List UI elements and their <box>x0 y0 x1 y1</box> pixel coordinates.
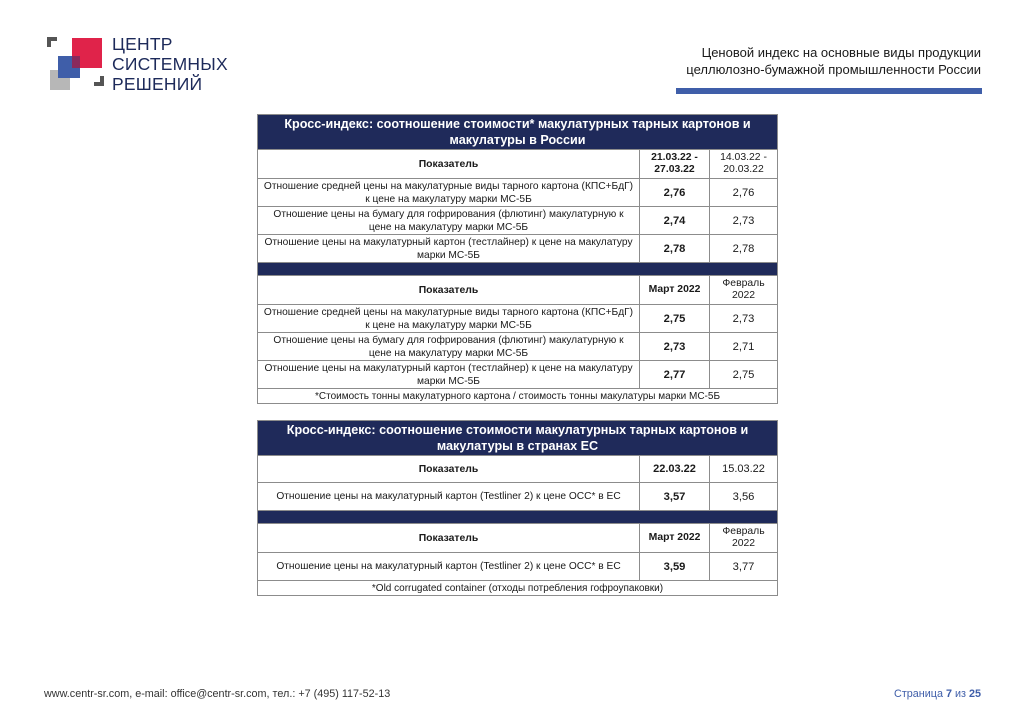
row-label: Отношение цены на бумагу для гофрирования (флютинг) макулатурную к цене на макулатуру марки МС-5Б <box>258 207 640 235</box>
row-current-value: 3,57 <box>640 483 710 511</box>
header-previous-week: 14.03.22 - 20.03.22 <box>710 150 778 179</box>
table-row <box>258 483 778 511</box>
header-previous-month: Февраль 2022 <box>710 524 778 553</box>
row-current-value: 2,75 <box>640 305 710 333</box>
table-russia-title: Кросс-индекс: соотношение стоимости* макулатурных тарных картонов и макулатуры в России <box>258 115 778 150</box>
header-current-week: 22.03.22 <box>640 456 710 483</box>
logo-line-3: РЕШЕНИЙ <box>112 74 203 94</box>
header-previous-month: Февраль 2022 <box>710 276 778 305</box>
row-previous-value: 2,78 <box>710 235 778 263</box>
header-current-month: Март 2022 <box>640 524 710 553</box>
row-current-value: 2,77 <box>640 361 710 389</box>
row-label: Отношение цены на макулатурный картон (Testliner 2) к цене OCC* в ЕС <box>258 483 640 511</box>
row-label: Отношение цены на макулатурный картон (тестлайнер) к цене на макулатуру марки МС-5Б <box>258 235 640 263</box>
page-of: из <box>952 688 969 700</box>
document-title-line-2: целлюлозно-бумажной промышленности России <box>686 62 981 77</box>
row-previous-value: 2,76 <box>710 179 778 207</box>
header-current-week: 21.03.22 - 27.03.22 <box>640 150 710 179</box>
page-indicator <box>894 688 981 700</box>
document-title <box>686 44 981 78</box>
row-previous-value: 2,73 <box>710 207 778 235</box>
table-russia-footnote: *Стоимость тонны макулатурного картона / стоимость тонны макулатуры марки МС-5Б <box>258 389 778 404</box>
row-current-value: 2,74 <box>640 207 710 235</box>
document-title-line-1: Ценовой индекс на основные виды продукции <box>701 45 981 60</box>
row-current-value: 2,76 <box>640 179 710 207</box>
header-current-month: Март 2022 <box>640 276 710 305</box>
section-separator <box>258 511 778 524</box>
title-underline-bar <box>676 88 982 94</box>
table-row <box>258 305 778 333</box>
row-label: Отношение средней цены на макулатурные виды тарного картона (КПС+БдГ) к цене на макулатуру марки МС-5Б <box>258 179 640 207</box>
row-label: Отношение средней цены на макулатурные виды тарного картона (КПС+БдГ) к цене на макулатуру марки МС-5Б <box>258 305 640 333</box>
logo-mark-icon <box>44 34 110 96</box>
table-row <box>258 207 778 235</box>
header-previous-week: 15.03.22 <box>710 456 778 483</box>
logo-line-1: ЦЕНТР <box>112 34 173 54</box>
row-current-value: 2,78 <box>640 235 710 263</box>
table-row <box>258 553 778 581</box>
page-prefix: Страница <box>894 688 946 700</box>
row-previous-value: 3,77 <box>710 553 778 581</box>
row-label: Отношение цены на макулатурный картон (Testliner 2) к цене OCC* в ЕС <box>258 553 640 581</box>
footer-contacts: www.centr-sr.com, e-mail: office@centr-sr.com, тел.: +7 (495) 117-52-13 <box>44 688 391 700</box>
company-logo <box>44 34 234 96</box>
row-current-value: 2,73 <box>640 333 710 361</box>
page-total: 25 <box>968 688 981 700</box>
header-indicator: Показатель <box>258 150 640 179</box>
row-label: Отношение цены на макулатурный картон (тестлайнер) к цене на макулатуру марки МС-5Б <box>258 361 640 389</box>
table-row <box>258 333 778 361</box>
cross-index-table-russia <box>257 114 778 404</box>
row-previous-value: 2,71 <box>710 333 778 361</box>
cross-index-table-eu <box>257 420 778 596</box>
section-separator <box>258 263 778 276</box>
row-previous-value: 2,75 <box>710 361 778 389</box>
table-eu-footnote: *Old corrugated container (отходы потребления гофроупаковки) <box>258 581 778 596</box>
header-indicator: Показатель <box>258 524 640 553</box>
row-label: Отношение цены на бумагу для гофрирования (флютинг) макулатурную к цене на макулатуру марки МС-5Б <box>258 333 640 361</box>
table-row <box>258 361 778 389</box>
header-indicator: Показатель <box>258 456 640 483</box>
page-current: 7 <box>945 688 952 700</box>
row-previous-value: 2,73 <box>710 305 778 333</box>
row-previous-value: 3,56 <box>710 483 778 511</box>
logo-line-2: СИСТЕМНЫХ <box>112 54 228 74</box>
table-row <box>258 235 778 263</box>
table-row <box>258 179 778 207</box>
row-current-value: 3,59 <box>640 553 710 581</box>
header-indicator: Показатель <box>258 276 640 305</box>
table-eu-title: Кросс-индекс: соотношение стоимости макулатурных тарных картонов и макулатуры в странах ЕС <box>258 421 778 456</box>
logo-wordmark <box>112 34 228 94</box>
